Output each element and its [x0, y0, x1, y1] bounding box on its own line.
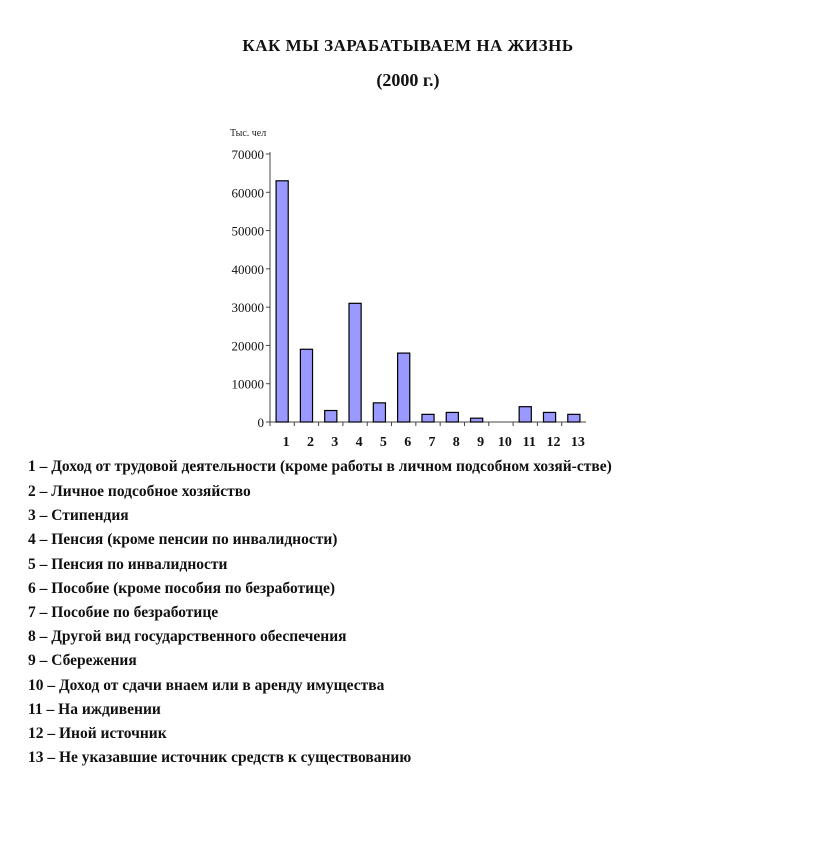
- chart-title: КАК МЫ ЗАРАБАТЫВАЕМ НА ЖИЗНЬ: [242, 36, 574, 55]
- x-tick-label-13: 13: [570, 435, 585, 450]
- legend-item-12: 12 – Иной источник: [28, 725, 167, 743]
- bar-4: [349, 303, 361, 422]
- y-tick-label: 70000: [231, 147, 264, 162]
- legend-item-7: 7 – Пособие по безработице: [28, 604, 219, 622]
- legend-item-1: 1 – Доход от трудовой деятельности (кроме работы в личном подсобном хозяй-стве): [28, 458, 612, 475]
- x-tick-label-9: 9: [477, 435, 485, 450]
- x-tick-label-11: 11: [522, 435, 536, 450]
- legend-item-4: 4 – Пенсия (кроме пенсии по инвалидности): [28, 531, 338, 549]
- y-tick-label: 0: [257, 415, 264, 430]
- y-tick-label: 10000: [231, 376, 264, 392]
- bar-chart: [200, 112, 600, 452]
- legend: [28, 456, 768, 770]
- legend-item-10: 10 – Доход от сдачи внаем или в аренду имущества: [28, 676, 385, 694]
- x-tick-label-5: 5: [379, 435, 387, 450]
- legend-item-5: 5 – Пенсия по инвалидности: [28, 555, 228, 573]
- x-tick-label-2: 2: [306, 435, 314, 450]
- bar-2: [300, 349, 312, 422]
- bar-5: [373, 403, 385, 422]
- x-tick-label-4: 4: [355, 435, 363, 450]
- y-tick-label: 40000: [231, 261, 264, 277]
- legend-item-2: 2 – Личное подсобное хозяйство: [28, 483, 251, 500]
- x-tick-label-12: 12: [546, 435, 561, 450]
- legend-item-11: 11 – На иждивении: [28, 700, 161, 718]
- x-tick-label-7: 7: [428, 435, 436, 450]
- bar-8: [446, 412, 458, 422]
- x-tick-label-8: 8: [452, 435, 460, 450]
- bar-6: [398, 353, 410, 422]
- bar-3: [325, 411, 337, 422]
- bar-1: [276, 181, 288, 422]
- legend-item-6: 6 – Пособие (кроме пособия по безработице): [28, 579, 336, 597]
- bar-7: [422, 414, 434, 422]
- y-tick-label: 20000: [231, 338, 264, 354]
- chart-subtitle: (2000 г.): [376, 70, 440, 90]
- legend-item-13: 13 – Не указавшие источник средств к существованию: [28, 749, 412, 767]
- y-axis-label: Тыс. чел: [230, 128, 267, 139]
- bar-11: [519, 407, 531, 422]
- y-tick-label: 50000: [231, 223, 264, 239]
- legend-item-8: 8 – Другой вид государственного обеспечения: [28, 628, 347, 646]
- x-tick-label-6: 6: [404, 435, 412, 450]
- legend-item-3: 3 – Стипендия: [28, 507, 129, 525]
- legend-item-9: 9 – Сбережения: [28, 652, 137, 670]
- x-tick-label-10: 10: [497, 435, 512, 450]
- y-tick-label: 30000: [231, 300, 264, 316]
- bar-13: [568, 414, 580, 422]
- x-tick-label-1: 1: [282, 435, 290, 450]
- x-tick-label-3: 3: [331, 435, 339, 450]
- y-tick-label: 60000: [231, 185, 264, 201]
- bar-12: [543, 412, 555, 422]
- bar-9: [471, 418, 483, 422]
